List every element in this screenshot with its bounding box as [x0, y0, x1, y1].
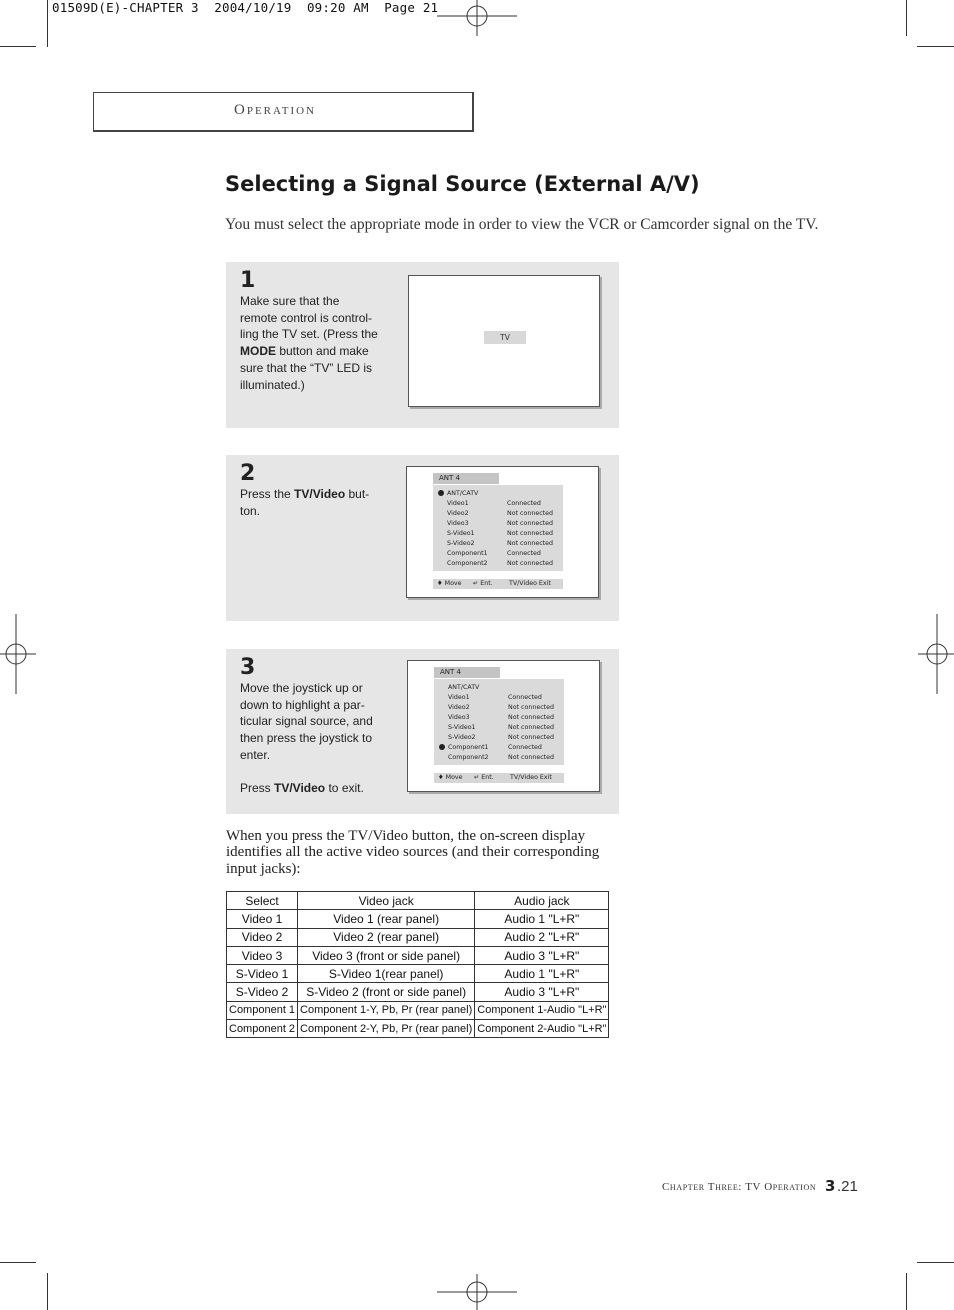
column-header: Video jack	[298, 892, 475, 910]
osd-source-row	[433, 489, 563, 499]
table-header-row	[227, 892, 609, 910]
osd-source-name: Component2	[448, 754, 489, 761]
osd-source-row	[434, 733, 564, 743]
osd-source-list	[433, 485, 563, 571]
osd-source-name: Video1	[448, 694, 470, 701]
table-cell: Component 1-Y, Pb, Pr (rear panel)	[298, 1001, 475, 1019]
table-cell: Video 1	[227, 910, 298, 928]
table-cell: Component 2	[227, 1020, 298, 1038]
step-number: 3	[240, 655, 256, 680]
osd-source-name: Component2	[447, 560, 488, 567]
table-row	[227, 1020, 609, 1038]
registration-mark-icon	[918, 614, 954, 694]
step-number: 1	[240, 268, 256, 293]
osd-source-name: Component1	[448, 744, 489, 751]
osd-source-status: Not connected	[508, 754, 555, 761]
osd-channel-header: ANT 4	[433, 473, 499, 484]
table-row	[227, 1001, 609, 1019]
osd-move-hint: ♦ Move	[438, 774, 463, 781]
table-cell: Video 3	[227, 946, 298, 964]
crop-mark	[0, 1262, 36, 1263]
osd-source-name: S-Video1	[448, 724, 476, 731]
osd-source-name: S-Video2	[448, 734, 476, 741]
osd-footer	[434, 773, 564, 783]
table-cell: Component 2-Y, Pb, Pr (rear panel)	[298, 1020, 475, 1038]
osd-source-row	[434, 713, 564, 723]
tv-mode-label: TV	[484, 331, 526, 344]
page-title: Selecting a Signal Source (External A/V)	[225, 172, 700, 196]
osd-source-name: Video2	[447, 510, 469, 517]
table-cell: Audio 2 "L+R"	[475, 928, 609, 946]
table-cell: S-Video 1(rear panel)	[298, 965, 475, 983]
osd-source-row	[433, 519, 563, 529]
selection-arrow-icon	[438, 490, 444, 496]
osd-source-row	[434, 703, 564, 713]
crop-mark	[47, 0, 48, 47]
osd-source-name: Video2	[448, 704, 470, 711]
osd-move-hint: ♦ Move	[437, 580, 462, 587]
crop-mark	[917, 46, 954, 47]
crop-mark	[0, 46, 36, 47]
registration-mark-icon	[437, 1274, 517, 1310]
osd-source-status: Not connected	[508, 724, 555, 731]
osd-enter-hint: ↵ Ent.	[473, 580, 493, 587]
osd-source-status: Connected	[508, 694, 542, 701]
table-cell: Video 3 (front or side panel)	[298, 946, 475, 964]
table-body	[227, 910, 609, 1038]
table-row	[227, 928, 609, 946]
osd-source-row	[434, 723, 564, 733]
crop-mark	[47, 1273, 48, 1310]
footer-page-number: .21	[837, 1178, 858, 1195]
step-2-panel	[226, 455, 619, 621]
osd-source-status: Not connected	[508, 734, 555, 741]
registration-mark-icon	[0, 614, 36, 694]
osd-source-row	[433, 539, 563, 549]
osd-source-name: ANT/CATV	[447, 490, 479, 497]
osd-source-row	[434, 683, 564, 693]
table-caption: When you press the TV/Video button, the on-screen display identifies all the active video sources (and their corresponding input jacks):	[226, 828, 600, 877]
osd-source-row	[434, 743, 564, 753]
osd-source-status: Not connected	[507, 560, 554, 567]
osd-source-status: Connected	[507, 500, 541, 507]
osd-source-name: S-Video1	[447, 530, 475, 537]
table-row	[227, 910, 609, 928]
osd-source-name: ANT/CATV	[448, 684, 480, 691]
table-cell: Video 2	[227, 928, 298, 946]
osd-source-status: Not connected	[508, 704, 555, 711]
table-cell: S-Video 2	[227, 983, 298, 1001]
footer-chapter-number: 3	[825, 1177, 836, 1195]
registration-mark-icon	[437, 0, 517, 36]
osd-source-name: Video3	[447, 520, 469, 527]
step-1-panel	[226, 262, 619, 428]
osd-source-status: Not connected	[507, 510, 554, 517]
osd-source-status: Connected	[507, 550, 541, 557]
osd-source-row	[434, 753, 564, 763]
osd-footer	[433, 579, 563, 589]
osd-source-status: Not connected	[508, 714, 555, 721]
osd-source-name: Component1	[447, 550, 488, 557]
osd-source-status: Connected	[508, 744, 542, 751]
intro-text: You must select the appropriate mode in order to view the VCR or Camcorder signal on the TV.	[225, 216, 819, 233]
table-cell: S-Video 1	[227, 965, 298, 983]
column-header: Select	[227, 892, 298, 910]
osd-source-name: Video3	[448, 714, 470, 721]
table-cell: Audio 1 "L+R"	[475, 910, 609, 928]
osd-source-status: Not connected	[507, 520, 554, 527]
table-cell: Video 1 (rear panel)	[298, 910, 475, 928]
table-cell: S-Video 2 (front or side panel)	[298, 983, 475, 1001]
table-cell: Component 1-Audio "L+R"	[475, 1001, 609, 1019]
osd-source-menu	[406, 466, 599, 598]
section-title: Operation	[234, 102, 317, 118]
osd-enter-hint: ↵ Ent.	[474, 774, 494, 781]
osd-exit-hint: TV/Video Exit	[509, 580, 551, 587]
table-cell: Audio 3 "L+R"	[475, 983, 609, 1001]
table-cell: Component 2-Audio "L+R"	[475, 1020, 609, 1038]
osd-source-row	[434, 693, 564, 703]
table-cell: Audio 1 "L+R"	[475, 965, 609, 983]
tv-screen	[408, 275, 600, 407]
osd-source-status: Not connected	[507, 530, 554, 537]
osd-source-row	[433, 559, 563, 569]
footer-chapter-label: Chapter Three: TV Operation	[662, 1181, 817, 1193]
column-header: Audio jack	[475, 892, 609, 910]
table-row	[227, 983, 609, 1001]
selection-arrow-icon	[439, 744, 445, 750]
step-number: 2	[240, 461, 256, 486]
step-instructions: Press the TV/Video but-ton.	[240, 487, 370, 518]
step-instructions: Make sure that the remote control is control-ling the TV set. (Press the MODE button and make sure that the “TV” LED is illuminated.)	[240, 294, 378, 392]
crop-mark	[906, 1273, 907, 1310]
step-3-panel	[226, 649, 619, 814]
section-header	[93, 92, 474, 132]
osd-source-row	[433, 509, 563, 519]
osd-source-list	[434, 679, 564, 765]
table-cell: Video 2 (rear panel)	[298, 928, 475, 946]
table-row	[227, 946, 609, 964]
osd-source-menu	[407, 660, 600, 792]
table-cell: Component 1	[227, 1001, 298, 1019]
table-row	[227, 965, 609, 983]
osd-source-name: Video1	[447, 500, 469, 507]
osd-source-row	[433, 549, 563, 559]
signal-source-table	[226, 891, 609, 1038]
osd-exit-hint: TV/Video Exit	[510, 774, 552, 781]
osd-source-name: S-Video2	[447, 540, 475, 547]
step-instructions: Move the joystick up or down to highlight a par-ticular signal source, and then press the joystick to enter. Press TV/Video to exit.	[240, 681, 373, 796]
osd-channel-header: ANT 4	[434, 667, 500, 678]
osd-source-row	[433, 499, 563, 509]
print-header: 01509D(E)-CHAPTER 3 2004/10/19 09:20 AM Page 21	[52, 0, 439, 15]
osd-source-status: Not connected	[507, 540, 554, 547]
osd-source-row	[433, 529, 563, 539]
table-cell: Audio 3 "L+R"	[475, 946, 609, 964]
crop-mark	[906, 0, 907, 36]
crop-mark	[917, 1262, 954, 1263]
